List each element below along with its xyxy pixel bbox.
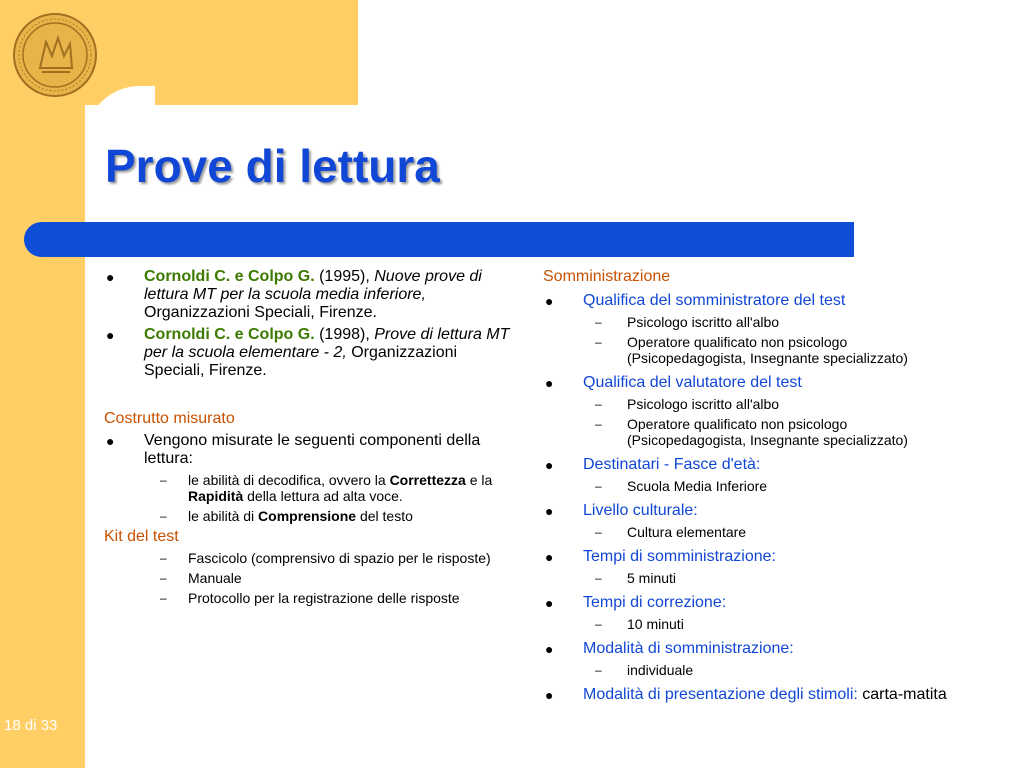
dash-bullet-icon: – (595, 315, 602, 329)
ref2-publisher: Organizzazioni Speciali, Firenze. (144, 344, 458, 379)
correction-time-item (543, 594, 953, 612)
administration-time-item (543, 548, 953, 566)
dash-bullet-icon: – (160, 591, 167, 605)
sub-item-text: Operatore qualificato non psicologo (Psicopedagogista, Insegnante specializzato) (627, 416, 908, 448)
dash-bullet-icon: – (160, 473, 167, 487)
bullet-dot-icon: ● (106, 327, 115, 343)
item-label: Qualifica del somministratore del test (583, 292, 846, 309)
sub-item (543, 396, 953, 412)
kit-item (104, 590, 514, 606)
sub-item (543, 570, 953, 586)
ref2-year: (1998), (314, 326, 370, 343)
sub-item (543, 334, 953, 366)
sub-item-text: Operatore qualificato non psicologo (Psicopedagogista, Insegnante specializzato) (627, 334, 908, 366)
administration-mode-item (543, 640, 953, 658)
ref2-authors: Cornoldi C. e Colpo G. (144, 326, 315, 343)
sub-item (543, 416, 953, 448)
sub-item (543, 524, 953, 540)
item-label: Livello culturale: (583, 502, 698, 519)
sub1-text-e: della lettura ad alta voce. (243, 488, 403, 504)
kit-item-text: Protocollo per la registrazione delle risposte (188, 590, 460, 606)
kit-item-text: Manuale (188, 570, 242, 586)
sub-item-text: 10 minuti (627, 616, 684, 632)
sub-item-text: Psicologo iscritto all'albo (627, 396, 780, 412)
ref2-title: Prove di lettura MT per la scuola elementare - 2, (144, 326, 510, 361)
item-label: Qualifica del valutatore del test (583, 374, 802, 391)
dash-bullet-icon: – (160, 571, 167, 585)
sub-item-text: Cultura elementare (627, 524, 747, 540)
kit-heading: Kit del test (104, 528, 179, 545)
kit-item (104, 550, 514, 566)
bullet-dot-icon: ● (545, 375, 554, 391)
dash-bullet-icon: – (595, 397, 602, 411)
bullet-dot-icon: ● (545, 641, 554, 657)
evaluator-qualification-item (543, 374, 953, 392)
item-label: Modalità di somministrazione: (583, 640, 794, 657)
construct-subitem-2 (104, 508, 514, 524)
sub1-text-a: le abilità di decodifica, ovvero la (188, 472, 390, 488)
sub-item (543, 314, 953, 330)
dash-bullet-icon: – (160, 551, 167, 565)
sub-item (543, 616, 953, 632)
dash-bullet-icon: – (595, 663, 602, 677)
bullet-dot-icon: ● (106, 269, 115, 285)
right-column (543, 268, 953, 704)
ref1-publisher: Organizzazioni Speciali, Firenze. (144, 304, 377, 321)
administration-heading: Somministrazione (543, 268, 671, 285)
ref1-title: Nuove prove di lettura MT per la scuola media inferiore, (144, 268, 482, 303)
bullet-dot-icon: ● (545, 549, 554, 565)
item-value: carta-matita (857, 686, 947, 703)
sub1-text-b: Correttezza (389, 472, 466, 488)
item-label: Tempi di correzione: (583, 594, 727, 611)
construct-subitem-1 (104, 472, 514, 504)
item-label: Destinatari - Fasce d'età: (583, 456, 761, 473)
item-label: Modalità di presentazione degli stimoli: (583, 686, 858, 703)
sub2-text-b: Comprensione (258, 508, 357, 524)
slide-title: Prove di lettura (105, 140, 440, 192)
dash-bullet-icon: – (595, 335, 602, 349)
title-underline-bar (24, 222, 854, 257)
sub-item (543, 478, 953, 494)
reference-1 (104, 268, 514, 322)
age-range-item (543, 456, 953, 474)
stimulus-presentation-item (543, 686, 953, 704)
item-label: Tempi di somministrazione: (583, 548, 776, 565)
bullet-dot-icon: ● (545, 503, 554, 519)
reference-2 (104, 326, 514, 380)
bullet-dot-icon: ● (545, 293, 554, 309)
sub1-text-d: Rapidità (188, 488, 244, 504)
construct-text: Vengono misurate le seguenti componenti della lettura: (144, 432, 481, 467)
bullet-dot-icon: ● (545, 687, 554, 703)
sub-item-text: individuale (627, 662, 694, 678)
sub2-text-a: le abilità di (188, 508, 259, 524)
construct-item (104, 432, 514, 468)
construct-heading: Costrutto misurato (104, 410, 235, 427)
left-column (104, 268, 514, 606)
dash-bullet-icon: – (595, 571, 602, 585)
bullet-dot-icon: ● (545, 595, 554, 611)
sub1-text-c: e la (465, 472, 493, 488)
kit-item (104, 570, 514, 586)
left-decor-band (0, 0, 85, 768)
dash-bullet-icon: – (595, 617, 602, 631)
page-number: 18 di 33 (4, 717, 58, 734)
dash-bullet-icon: – (595, 417, 602, 431)
ref1-authors: Cornoldi C. e Colpo G. (144, 268, 315, 285)
bullet-dot-icon: ● (106, 433, 115, 449)
admin-qualification-item (543, 292, 953, 310)
sub-item-text: Scuola Media Inferiore (627, 478, 768, 494)
sub-item-text: 5 minuti (627, 570, 677, 586)
university-seal-logo (12, 12, 98, 98)
kit-item-text: Fascicolo (comprensivo di spazio per le risposte) (188, 550, 491, 566)
dash-bullet-icon: – (595, 479, 602, 493)
sub-item (543, 662, 953, 678)
sub-item-text: Psicologo iscritto all'albo (627, 314, 780, 330)
ref1-year: (1995), (314, 268, 370, 285)
dash-bullet-icon: – (595, 525, 602, 539)
dash-bullet-icon: – (160, 509, 167, 523)
cultural-level-item (543, 502, 953, 520)
sub2-text-c: del testo (356, 508, 413, 524)
bullet-dot-icon: ● (545, 457, 554, 473)
